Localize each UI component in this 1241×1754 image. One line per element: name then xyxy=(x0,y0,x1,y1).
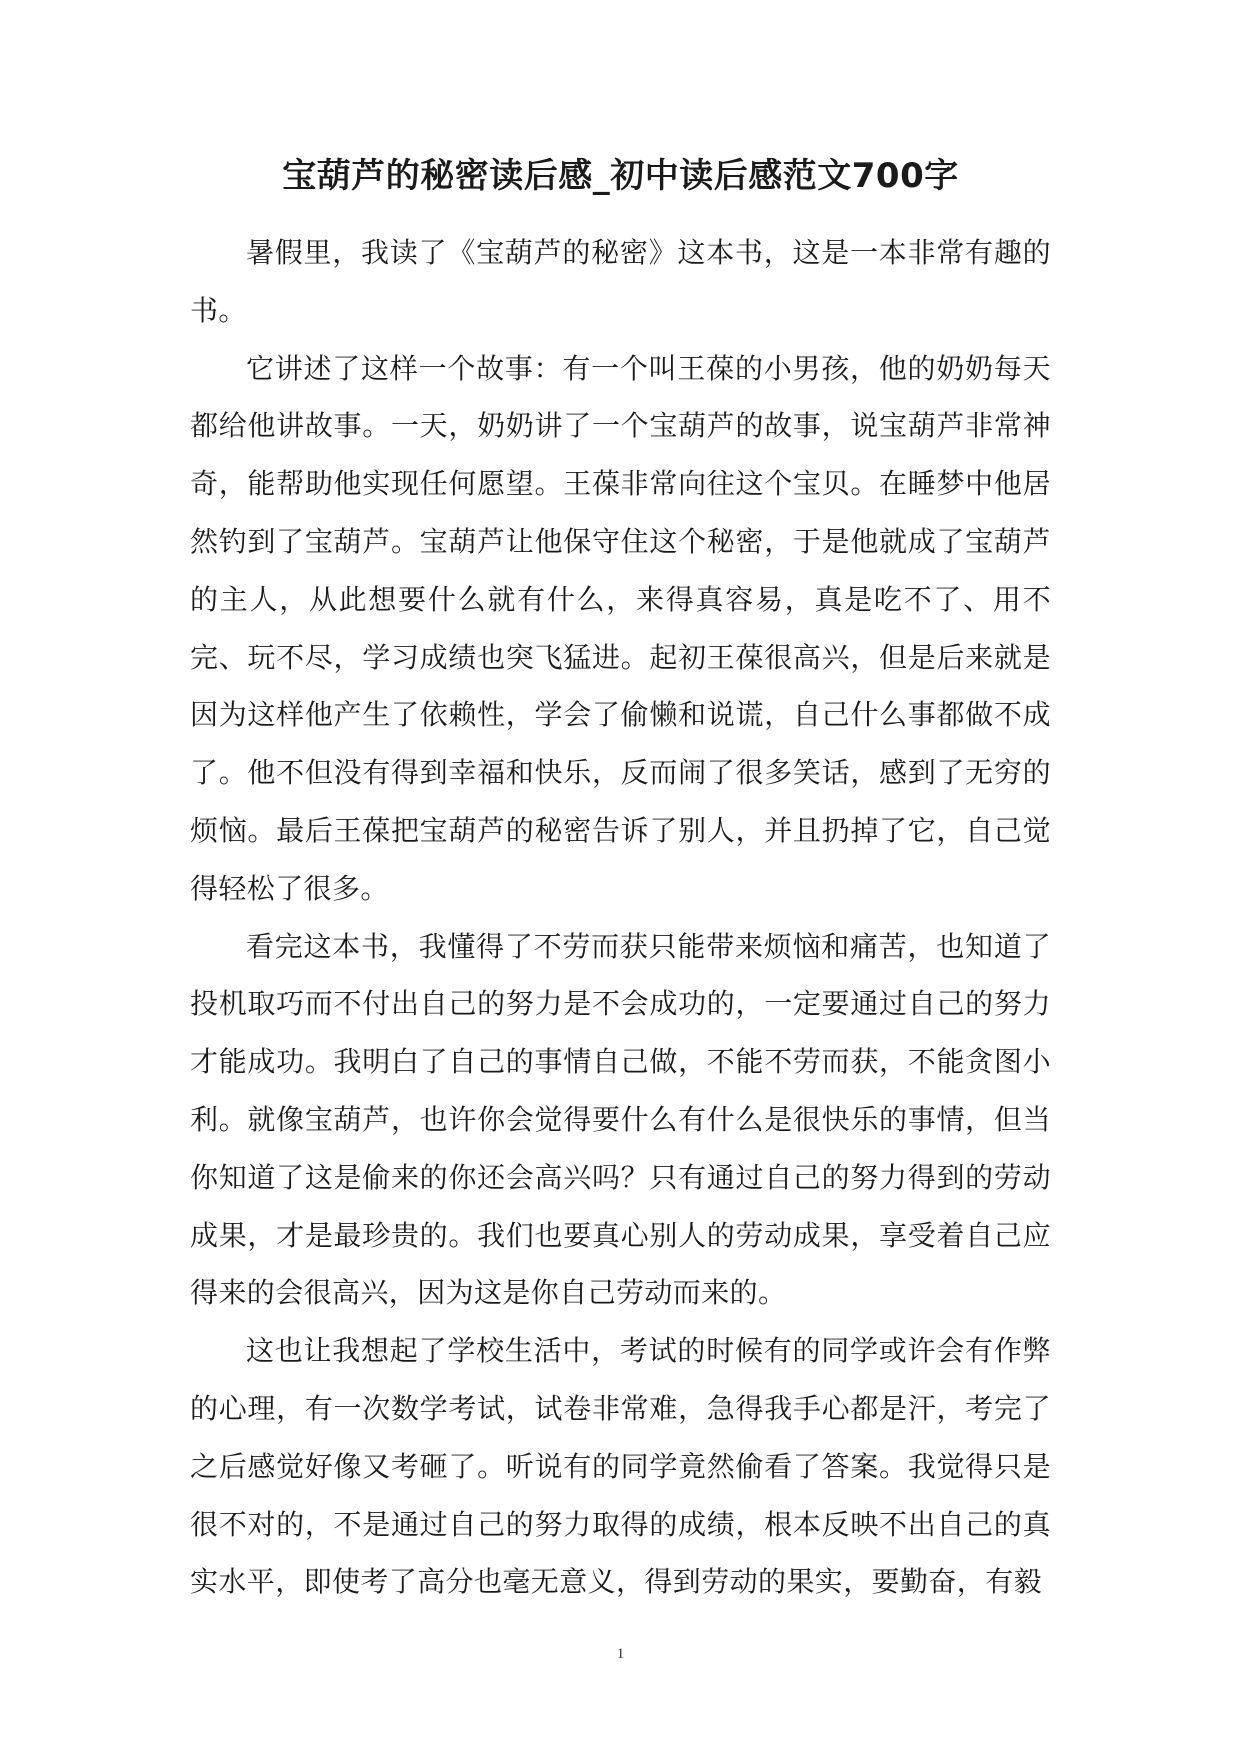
document-title: 宝葫芦的秘密读后感_初中读后感范文700字 xyxy=(282,156,959,196)
paragraph: 它讲述了这样一个故事：有一个叫王葆的小男孩，他的奶奶每天都给他讲故事。一天，奶奶讲了一个宝葫芦的故事，说宝葫芦非常神奇，能帮助他实现任何愿望。王葆非常向往这个宝贝。在睡梦中他居然钓到了宝葫芦。宝葫芦让他保守住这个秘密，于是他就成了宝葫芦的主人，从此想要什么就有什么，来得真容易，真是吃不了、用不完、玩不尽，学习成绩也突飞猛进。起初王葆很高兴，但是后来就是因为这样他产生了依赖性，学会了偷懒和说谎，自己什么事都做不成了。他不但没有得到幸福和快乐，反而闹了很多笑话，感到了无穷的烦恼。最后王葆把宝葫芦的秘密告诉了别人，并且扔掉了它，自己觉得轻松了很多。 xyxy=(190,351,1051,905)
document-body xyxy=(190,224,1051,1611)
paragraph: 这也让我想起了学校生活中，考试的时候有的同学或许会有作弊的心理，有一次数学考试，试卷非常难，急得我手心都是汗，考完了之后感觉好像又考砸了。听说有的同学竟然偷看了答案。我觉得只是很不对的，不是通过自己的努力取得的成绩，根本反映不出自己的真实水平，即使考了高分也毫无意义，得到劳动的果实，要勤奋，有毅 xyxy=(190,1334,1051,1599)
paragraph: 看完这本书，我懂得了不劳而获只能带来烦恼和痛苦，也知道了投机取巧而不付出自己的努力是不会成功的，一定要通过自己的努力才能成功。我明白了自己的事情自己做，不能不劳而获，不能贪图小利。就像宝葫芦，也许你会觉得要什么有什么是很快乐的事情，但当你知道了这是偷来的你还会高兴吗？只有通过自己的努力得到的劳动成果，才是最珍贵的。我们也要真心别人的劳动成果，享受着自己应得来的会很高兴，因为这是你自己劳动而来的。 xyxy=(190,929,1051,1310)
page-number: 1 xyxy=(616,1646,625,1662)
paragraph: 暑假里，我读了《宝葫芦的秘密》这本书，这是一本非常有趣的书。 xyxy=(190,236,1051,327)
